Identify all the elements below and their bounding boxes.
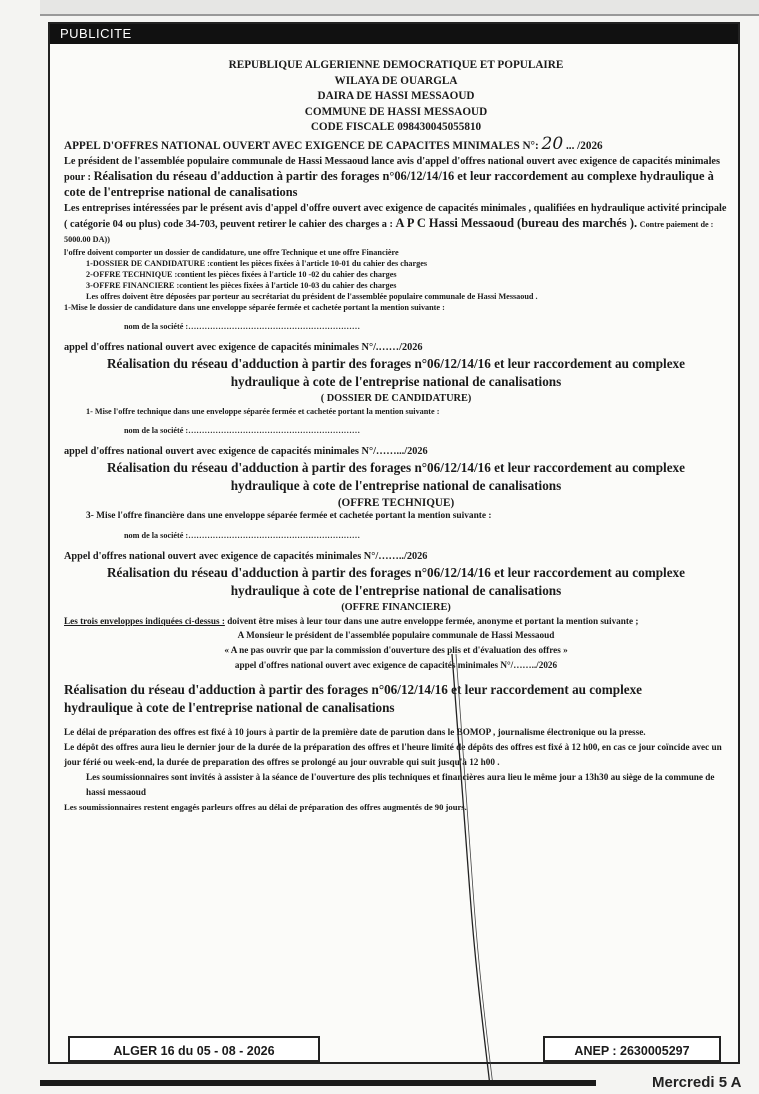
label-financiere: (OFFRE FINANCIERE) (341, 601, 451, 613)
envelope-project-technique-a: Réalisation du réseau d'adduction à partir des forages n°06/12/14/16 et leur raccordement au complexe (106, 459, 686, 475)
three-envelopes-paragraph (64, 615, 728, 628)
offer-item-technique: 2-OFFRE TECHNIQUE :contient les pièces fixées à l'article 10 -02 du cahier des charges (86, 269, 397, 279)
company-name-line-3: nom de la société :……………………………………………………… (124, 530, 361, 540)
header-republic: REPUBLIQUE ALGERIENNE DEMOCRATIQUE ET POPULAIRE (228, 59, 564, 71)
envelope-project-financiere-b: hydraulique à cote de l'entreprise national de canalisations (230, 582, 562, 598)
tender-title-line (64, 133, 728, 154)
tender-year: ... /2026 (565, 139, 603, 152)
header-daira: DAIRA DE HASSI MESSAOUD (317, 90, 475, 102)
footer-publication-ref: ALGER 16 du 05 - 08 - 2026 (68, 1036, 320, 1062)
deposit-paragraph: Le dépôt des offres aura lieu le dernier jour de la durée de la préparation des offres et l'heure limité de dépôts des offres est fixé à 12 h00, en cas ce jour coïncide avec un jour férié ou week-end, la durée de preparation des offres se prolongé au jour ouvrable qui suit jusqu'à 12 h00 . (64, 741, 722, 767)
header-commune: COMMUNE DE HASSI MESSAOUD (304, 105, 488, 118)
project-title: Réalisation du réseau d'adduction à partir des forages n°06/12/14/16 et leur raccordement au complexe hydraulique à cote de l'entreprise national de canalisations (64, 168, 714, 199)
final-project-b: hydraulique à cote de l'entreprise national de canalisations (64, 699, 395, 715)
company-name-line-1: nom de la société :……………………………………………………… (124, 321, 361, 331)
final-project-a: Réalisation du réseau d'adduction à partir des forages n°06/12/14/16 et leur raccordement au complexe (64, 681, 643, 697)
company-name-line-2: nom de la société :……………………………………………………… (124, 425, 361, 435)
top-page-strip (40, 0, 759, 16)
three-envelopes-lead: Les trois enveloppes indiquées ci-dessus : (64, 615, 225, 626)
address-do-not-open: « A ne pas ouvrir que par la commission d'ouverture des plis et d'évaluation des offres » (224, 644, 568, 655)
offer-item-candidature: 1-DOSSIER DE CANDIDATURE :contient les pièces fixées à l'article 10-01 du cahier des charges (86, 258, 428, 268)
eligibility-text: Les entreprises intéressées par le présent avis d'appel d'offre ouvert avec exigence de capacités minimales , qualifiées en hydraulique activité principale ( catégorie 04 ou plus) code 34-703, peuvent retirer le cahier des charges a : (64, 202, 727, 230)
envelope-title-technique: appel d'offres national ouvert avec exigence de capacités minimales N°/…….../2026 (64, 445, 428, 457)
eligibility-paragraph (64, 201, 728, 247)
page-date: Mercredi 5 A (652, 1074, 742, 1091)
bottom-rule (40, 1080, 596, 1086)
delay-paragraph: Le délai de préparation des offres est fixé à 10 jours à partir de la première date de parution dans le BOMOP , journalisme électronique ou la presse. (64, 726, 646, 737)
opening-paragraph: Les soumissionnaires sont invités à assister à la séance de l'ouverture des plis techniques et financières aura lieu le même jour a 13h30 au siège de la commune de hassi messaoud (86, 771, 715, 797)
withdraw-place: A P C Hassi Messaoud (bureau des marchés ). (395, 215, 638, 230)
advertisement-frame (48, 22, 740, 1064)
deposit-note: Les offres doivent être déposées par porteur au secrétariat du président de l'assemblée populaire communale de Hassi Messaoud . (86, 291, 538, 301)
instruction-candidature: 1-Mise le dossier de candidature dans une enveloppe séparée fermée et cachetée portant la mention suivante : (64, 302, 445, 312)
instruction-technique: 1- Mise l'offre technique dans une enveloppe séparée fermée et cachetée portant la mention suivante : (86, 406, 440, 416)
envelope-project-technique-b: hydraulique à cote de l'entreprise national de canalisations (230, 477, 562, 493)
footer-anep-ref: ANEP : 2630005297 (543, 1036, 721, 1062)
header-fiscal-code: CODE FISCALE 098430045055810 (310, 121, 482, 133)
envelope-title-financiere: Appel d'offres national ouvert avec exigence de capacités minimales N°/……../2026 (64, 550, 428, 562)
intro-paragraph (64, 154, 728, 201)
tender-number-handwritten: 20 (541, 133, 564, 154)
tender-title: APPEL D'OFFRES NATIONAL OUVERT AVEC EXIGENCE DE CAPACITES MINIMALES N°: (64, 139, 539, 152)
offer-composition: l'offre doivent comporter un dossier de candidature, une offre Technique et une offre Financière (64, 247, 399, 257)
offer-item-financiere: 3-OFFRE FINANCIERE :contient les pièces fixées à l'article 10-03 du cahier des charges (86, 280, 397, 290)
three-envelopes-rest: doivent être mises à leur tour dans une autre enveloppe fermée, anonyme et portant la mention suivante ; (227, 615, 639, 626)
address-recipient: A Monsieur le président de l'assemblée populaire communale de Hassi Messaoud (237, 629, 555, 640)
validity-paragraph: Les soumissionnaires restent engagés parleurs offres au délai de préparation des offres augmentés de 90 jours. (64, 801, 467, 812)
intro-text: Le président de l'assemblée populaire communale de Hassi Messaoud lance avis d'appel d'offres national ouvert avec exigence de capacités minimales pour : (64, 155, 721, 183)
envelope-project-financiere-a: Réalisation du réseau d'adduction à partir des forages n°06/12/14/16 et leur raccordement au complexe (106, 564, 686, 580)
address-tender-ref: appel d'offres national ouvert avec exigence de capacités minimales N°/……../2026 (234, 659, 558, 670)
label-technique: (OFFRE TECHNIQUE) (337, 496, 455, 509)
envelope-project-candidature-b: hydraulique à cote de l'entreprise national de canalisations (230, 373, 562, 389)
instruction-financiere: 3- Mise l'offre financière dans une enveloppe séparée fermée et cachetée portant la mention suivante : (86, 510, 492, 521)
envelope-project-candidature-a: Réalisation du réseau d'adduction à partir des forages n°06/12/14/16 et leur raccordement au complexe (106, 355, 686, 371)
payment-text: Contre paiement de : 5000.00 DA)) (64, 219, 714, 244)
section-label: PUBLICITE (50, 24, 738, 44)
notice-body (64, 58, 728, 814)
header-wilaya: WILAYA DE OUARGLA (334, 74, 458, 87)
envelope-title-candidature: appel d'offres national ouvert avec exigence de capacités minimales N°/.……/2026 (64, 341, 423, 353)
label-candidature: ( DOSSIER DE CANDIDATURE) (320, 392, 472, 404)
